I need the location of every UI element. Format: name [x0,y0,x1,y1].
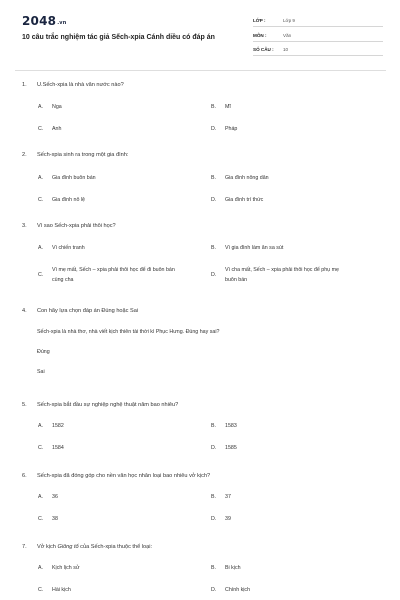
option-letter: D. [211,197,217,203]
meta-subject-label: MÔN : [253,33,267,38]
option-text: Gia đình nô lệ [52,197,85,203]
logo-suffix: .vn [57,20,67,26]
q4-choice-false[interactable]: Sai [37,369,45,375]
meta-subject-value: Văn [283,33,292,38]
option-letter: B. [211,565,217,571]
option-letter: C. [38,126,44,132]
option-letter: A. [38,565,44,571]
q4-statement: Sếch-xpia là nhà thơ, nhà viết kịch thiên tài thời kì Phục Hưng. Đúng hay sai? [37,329,220,335]
question-text: Con hãy lựa chọn đáp án Đúng hoặc Sai [37,308,139,314]
option-text: 1585 [225,445,237,451]
option-letter: B. [211,104,217,110]
option-text: 39 [225,516,231,522]
q4-choice-true[interactable]: Đúng [37,349,50,355]
meta-class [253,16,383,27]
question-text-part: Vở kịch [37,544,58,550]
option-letter: B. [211,494,217,500]
option-text: Gia đình nông dân [225,175,269,181]
option-letter: C. [38,587,44,593]
question-text: Sếch-xpia bắt đầu sự nghiệp nghệ thuật năm bao nhiêu? [37,402,179,408]
meta-class-value: Lớp 9 [283,18,295,23]
question-number: 3. [22,223,27,229]
option-letter: A. [38,104,44,110]
meta-class-label: LỚP : [253,18,266,23]
option-letter: C. [38,197,44,203]
option-letter: C. [38,445,44,451]
play-title: Giông tố [57,544,79,550]
option-text: 1582 [52,423,64,429]
option-text: Vì cha mất, Sếch – xpia phải thôi học để phụ mẹ buôn bán [225,267,339,283]
option-letter: D. [211,516,217,522]
page-header [0,0,400,70]
question-text: Vì sao Sếch-xpia phải thôi học? [37,223,116,229]
option-text: 1583 [225,423,237,429]
option-text: Vì chiến tranh [52,245,85,251]
option-letter: A. [38,494,44,500]
option-text: Anh [52,126,62,132]
question-number: 5. [22,402,27,408]
option-letter: B. [211,245,217,251]
meta-count-value: 10 [283,47,289,52]
meta-question-count [253,45,383,56]
option-text: 38 [52,516,58,522]
header-divider [15,70,386,71]
option-text: Gia đình trí thức [225,197,264,203]
option-text: Bi kịch [225,565,241,571]
option-text: Kịch lịch sử [52,565,80,571]
option-text: Vì mẹ mất, Sếch – xpia phải thôi học để đi buôn bán cùng cha [52,267,175,283]
option-text: Nga [52,104,62,110]
option-letter: B. [211,423,217,429]
option-text: Hài kịch [52,587,71,593]
question-number: 4. [22,308,27,314]
option-text: Chính kịch [225,587,251,593]
option-text: 1584 [52,445,64,451]
option-text: Mĩ [225,104,231,110]
option-text: 36 [52,494,58,500]
option-letter: D. [211,445,217,451]
document-title: 10 câu trắc nghiệm tác giả Sếch-xpia Cánh diều có đáp án [22,34,215,41]
question-text-part: của Sếch-xpia thuộc thể loại: [78,544,153,550]
option-letter: A. [38,423,44,429]
option-text: Pháp [225,126,238,132]
question-text: U.Sếch-xpia là nhà văn nước nào? [37,82,124,88]
option-letter: B. [211,175,217,181]
option-text: Vì gia đình làm ăn sa sút [225,245,284,251]
option-letter: C. [38,272,44,278]
question-number: 7. [22,544,27,550]
question-text: Sếch-xpia sinh ra trong một gia đình: [37,152,129,158]
option-letter: A. [38,245,44,251]
option-text: 37 [225,494,231,500]
option-letter: D. [211,587,217,593]
option-letter: D. [211,272,217,278]
logo-text: 2048 [22,14,57,28]
question-text [37,544,152,550]
question-text: Sếch-xpia đã đóng góp cho nền văn học nhân loại bao nhiêu vở kịch? [37,473,211,479]
question-number: 2. [22,152,27,158]
site-logo[interactable] [22,14,67,28]
question-number: 1. [22,82,27,88]
option-text: Gia đình buôn bán [52,175,96,181]
option-letter: D. [211,126,217,132]
option-letter: A. [38,175,44,181]
question-number: 6. [22,473,27,479]
meta-count-label: SỐ CÂU : [253,47,274,52]
meta-subject [253,31,383,42]
option-letter: C. [38,516,44,522]
